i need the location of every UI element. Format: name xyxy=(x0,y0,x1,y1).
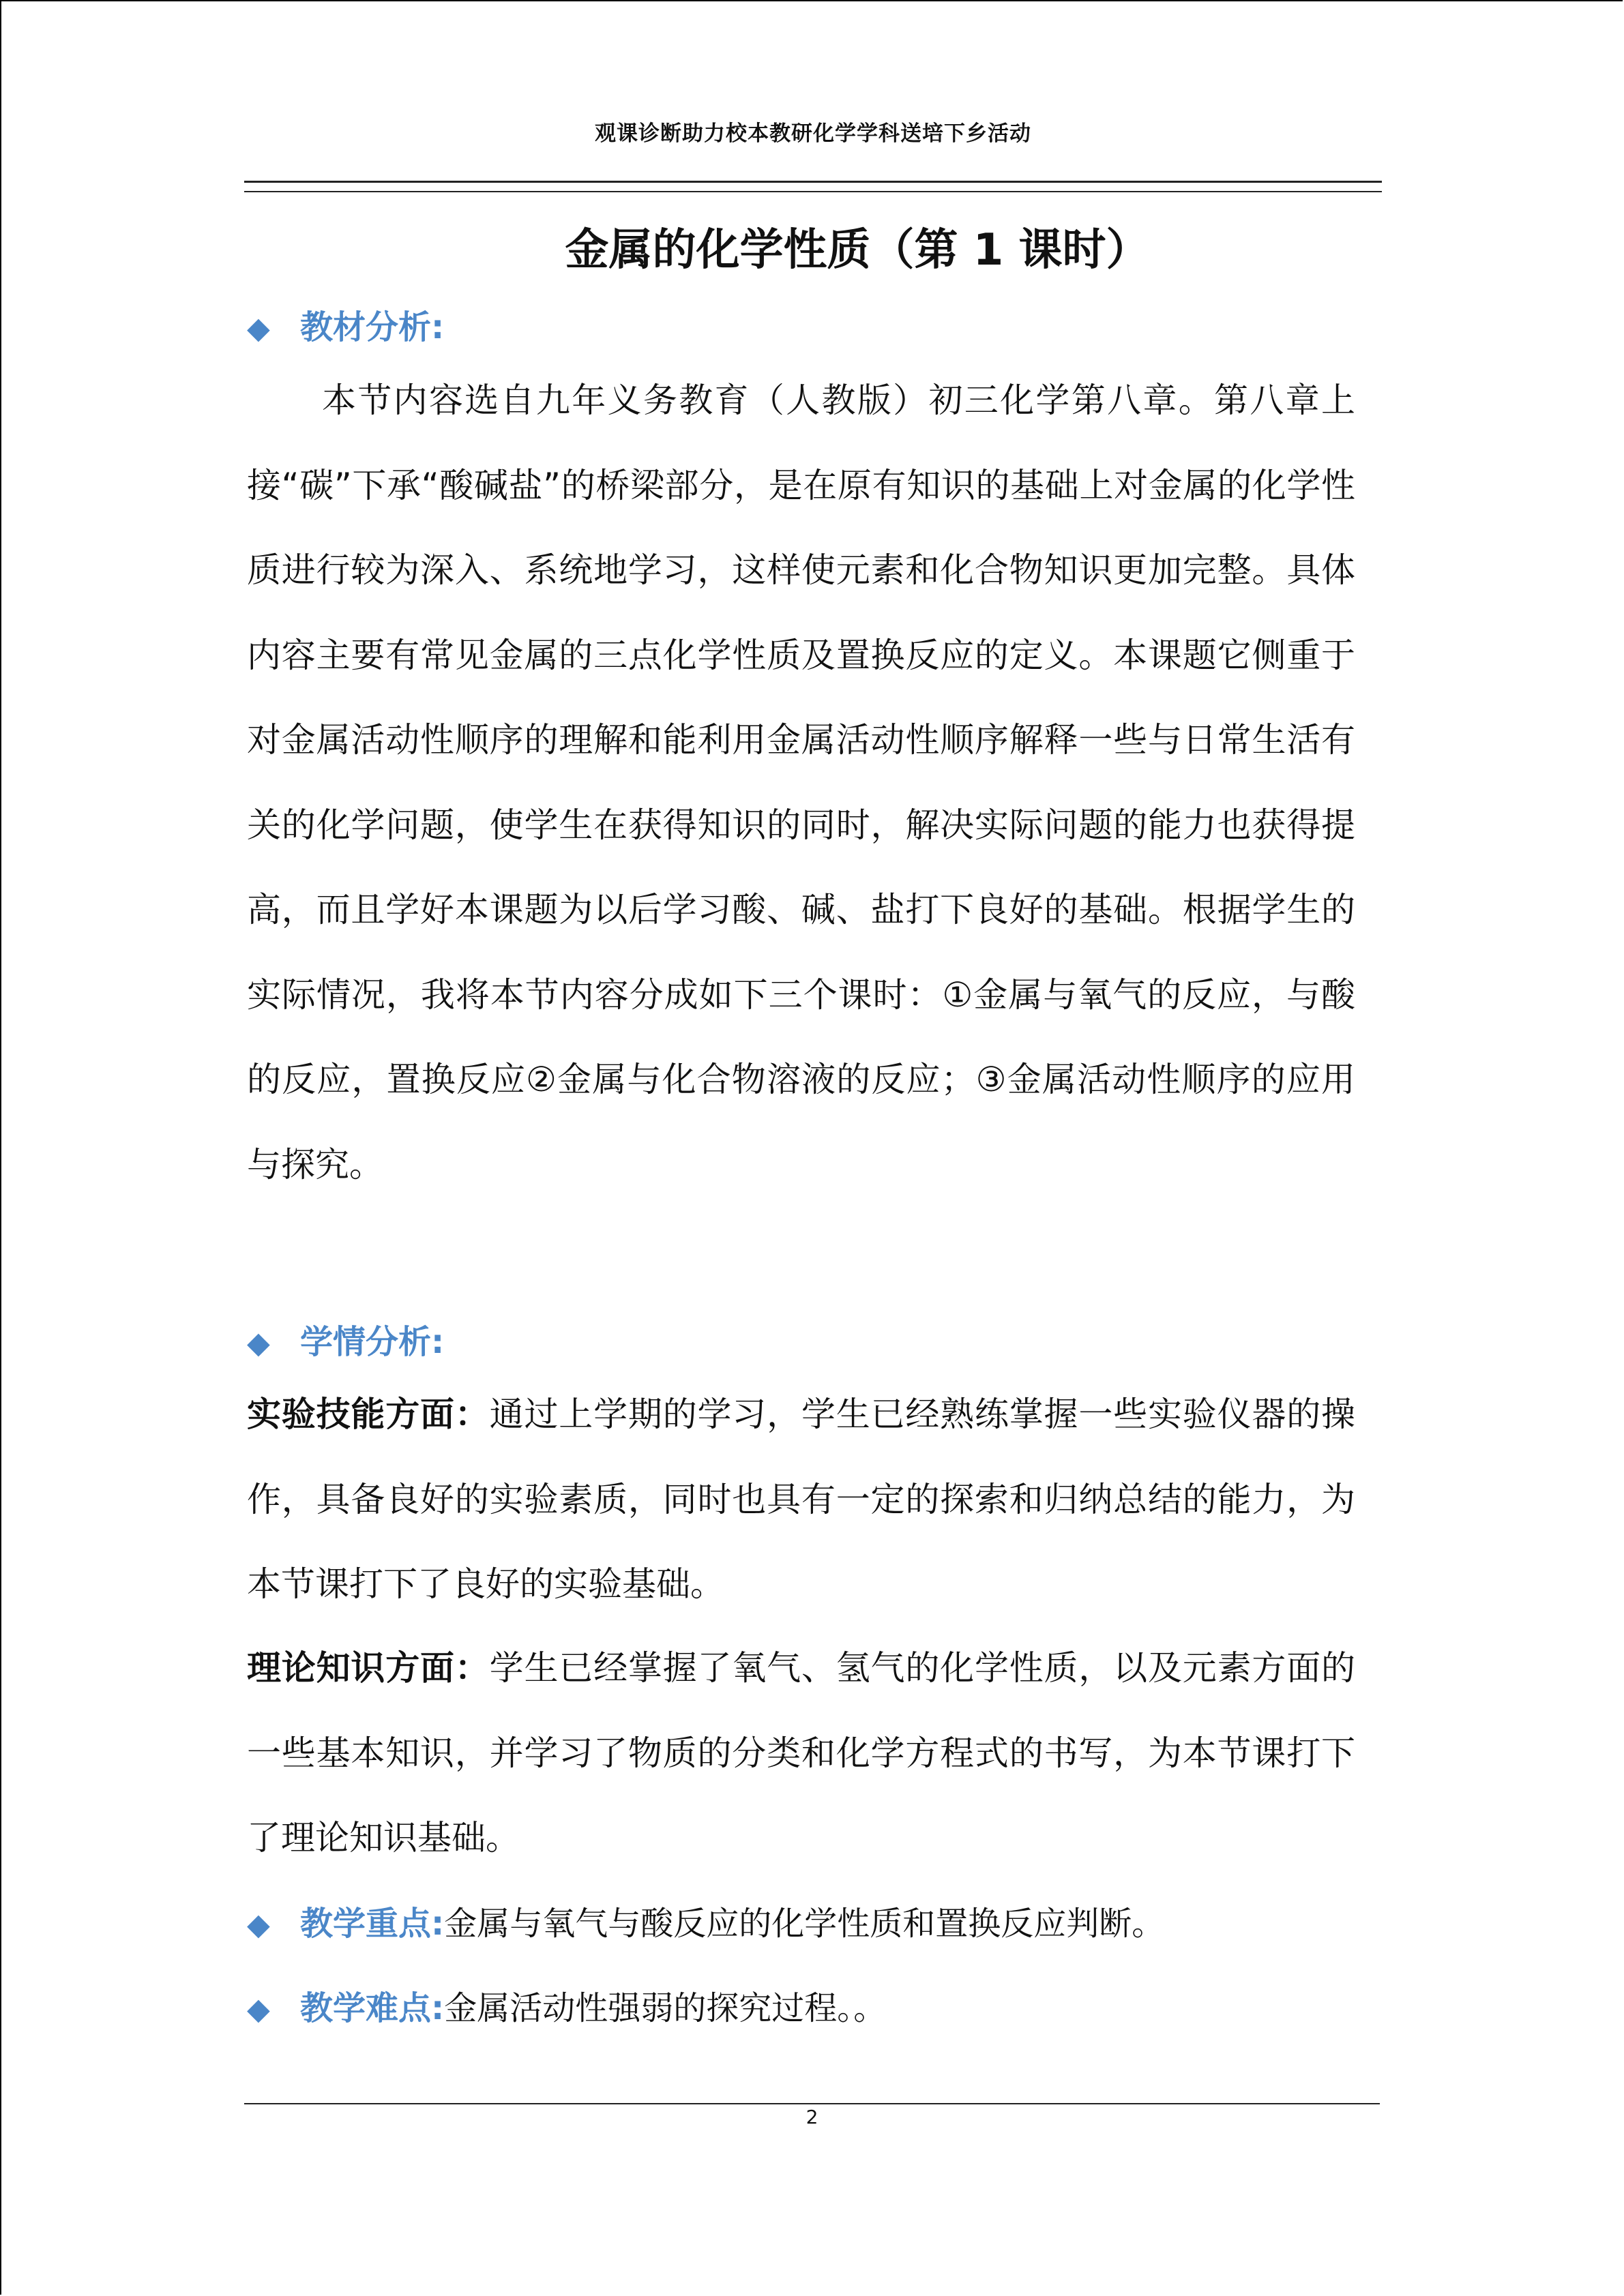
header-rule-thin xyxy=(244,191,1382,192)
section-heading-label: 教学难点: xyxy=(300,1989,445,2027)
section-heading-student-analysis xyxy=(247,1318,444,1366)
footer-rule xyxy=(244,2103,1380,2104)
page-number: 2 xyxy=(806,2106,818,2128)
section-heading-textbook-analysis xyxy=(247,303,444,351)
experiment-skills-paragraph xyxy=(247,1372,1355,1627)
diamond-bullet-icon: ◆ xyxy=(247,1326,270,1360)
theory-knowledge-paragraph xyxy=(247,1626,1355,1881)
section-heading-key-points xyxy=(247,1900,1164,1948)
section-heading-label: 学情分析: xyxy=(300,1323,445,1361)
diamond-bullet-icon: ◆ xyxy=(247,1907,270,1942)
textbook-analysis-paragraph: 本节内容选自九年义务教育（人教版）初三化学第八章。第八章上接“碳”下承“酸碱盐”的桥梁部分，是在原有知识的基础上对金属的化学性质进行较为深入、系统地学习，这样使元素和化合物知识更加完整。具体内容主要有常见金属的三点化学性质及置换反应的定义。本课题它侧重于对金属活动性顺序的理解和能利用金属活动性顺序解释一些与日常生活有关的化学问题，使学生在获得知识的同时，解决实际问题的能力也获得提高，而且学好本课题为以后学习酸、碱、盐打下良好的基础。根据学生的实际情况，我将本节内容分成如下三个课时：①金属与氧气的反应，与酸的反应，置换反应②金属与化合物溶液的反应；③金属活动性顺序的应用与探究。 xyxy=(247,381,1355,1184)
experiment-skills-lead: 实验技能方面： xyxy=(247,1395,490,1434)
page-title-text: 金属的化学性质（第 1 课时） xyxy=(565,225,1150,275)
theory-knowledge-text: 学生已经掌握了氧气、氢气的化学性质，以及元素方面的一些基本知识，并学习了物质的分类和化学方程式的书写，为本节课打下了理论知识基础。 xyxy=(247,1648,1356,1858)
running-header: 观课诊断助力校本教研化学学科送培下乡活动 xyxy=(595,121,1031,146)
diamond-bullet-icon: ◆ xyxy=(247,1992,270,2027)
experiment-skills-text: 通过上学期的学习，学生已经熟练掌握一些实验仪器的操作，具备良好的实验素质，同时也具有一定的探索和归纳总结的能力，为本节课打下了良好的实验基础。 xyxy=(247,1395,1356,1604)
header-rule-thick xyxy=(244,181,1382,183)
page-title xyxy=(244,215,1382,278)
difficulties-text: 金属活动性强弱的探究过程。。 xyxy=(444,1989,887,2027)
diamond-bullet-icon: ◆ xyxy=(247,311,270,346)
theory-knowledge-lead: 理论知识方面： xyxy=(247,1648,490,1688)
section-heading-label: 教学重点: xyxy=(300,1905,445,1943)
section-heading-label: 教材分析: xyxy=(300,308,445,346)
section-heading-difficulties xyxy=(247,1984,886,2032)
key-points-text: 金属与氧气与酸反应的化学性质和置换反应判断。 xyxy=(444,1905,1165,1943)
